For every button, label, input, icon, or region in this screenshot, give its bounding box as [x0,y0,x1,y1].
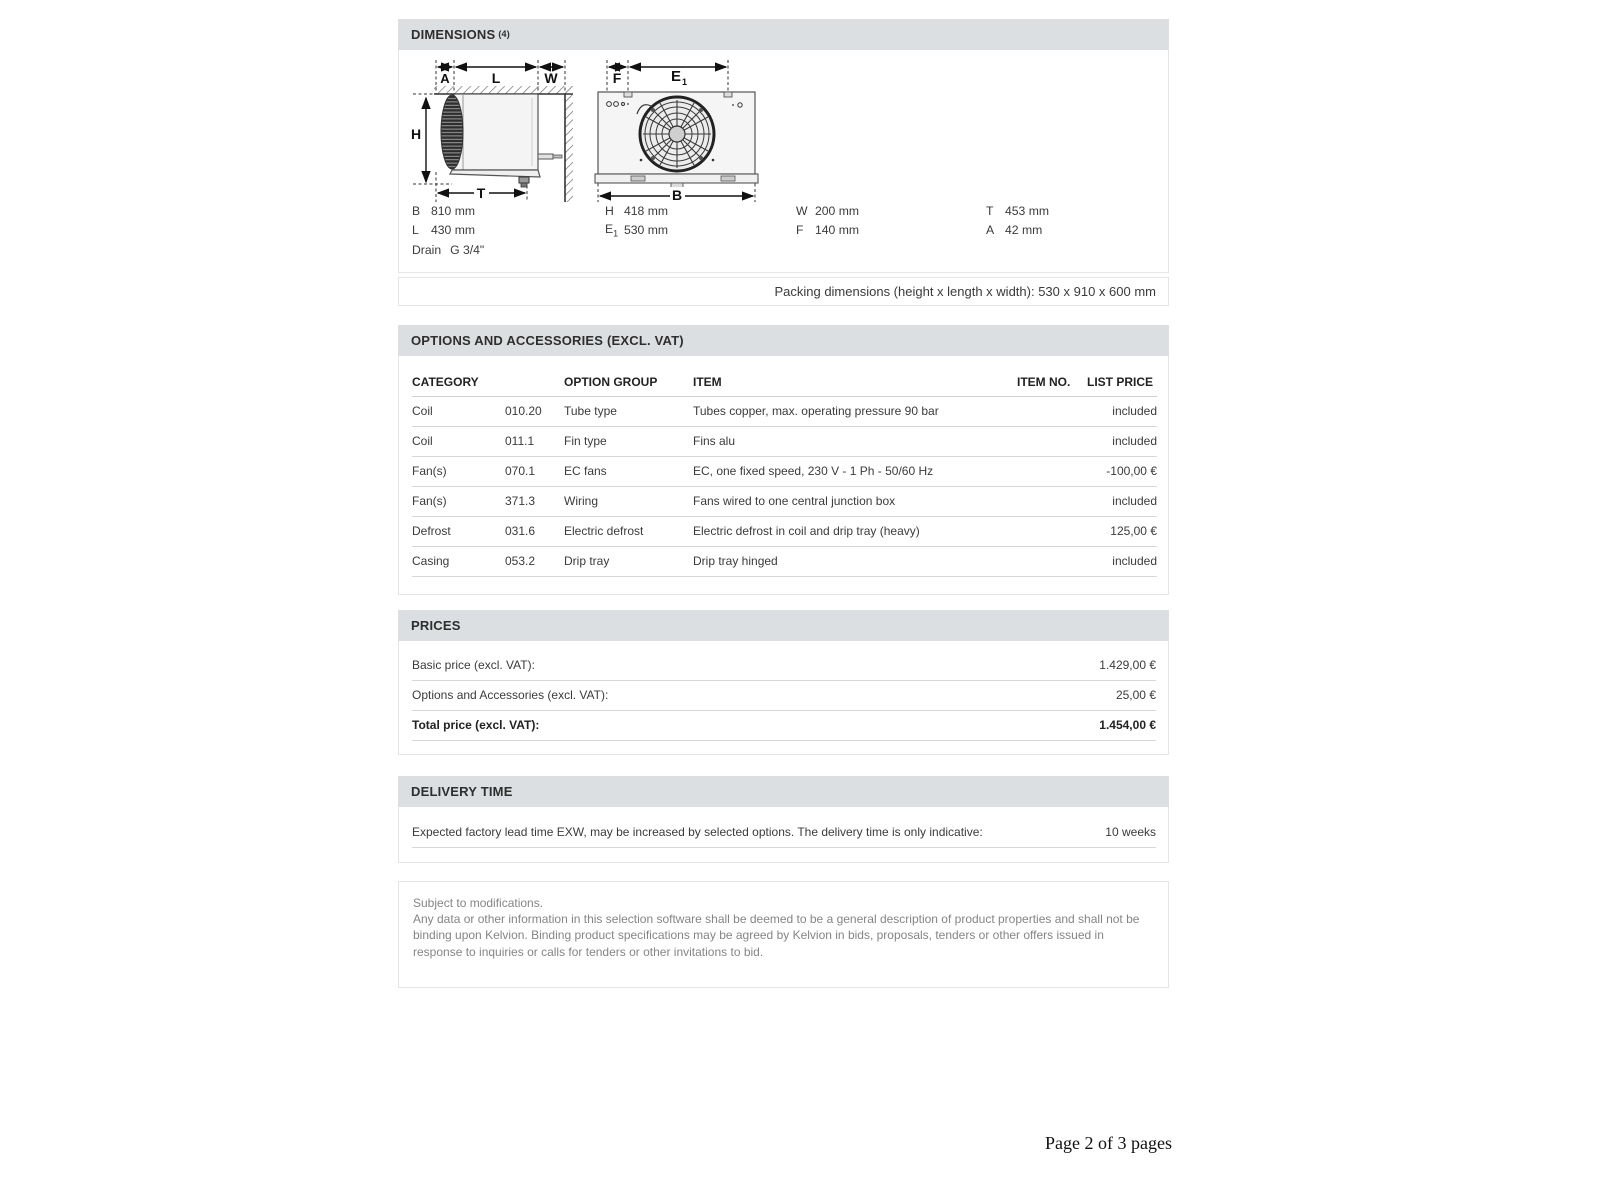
dimensions-title-footnote: (4) [498,28,510,39]
cell-item: Tubes copper, max. operating pressure 90 bar [693,396,1017,426]
col-header-list-price: LIST PRICE [1087,368,1157,396]
cell-list-price: included [1087,396,1157,426]
packing-dimensions-text: Packing dimensions (height x length x width): 530 x 910 x 600 mm [774,284,1156,299]
cell-code: 011.1 [505,426,564,456]
delivery-section-body [398,807,1169,863]
delivery-value: 10 weeks [1105,825,1156,839]
cell-category: Coil [412,426,505,456]
price-value: 1.454,00 € [1099,718,1156,732]
dim-label-e: E [671,68,682,85]
cell-category: Coil [412,396,505,426]
dimension-value-b: B 810 mm [412,203,476,218]
cell-item: Fans wired to one central junction box [693,486,1017,516]
options-table-header-row [412,368,1157,396]
dim-label-a: A [440,71,450,86]
price-value: 25,00 € [1115,688,1156,702]
options-section-body [398,356,1169,595]
cell-category: Defrost [412,516,505,546]
cell-option-group: Electric defrost [564,516,693,546]
cell-item: Electric defrost in coil and drip tray (heavy) [693,516,1017,546]
table-row [412,516,1157,546]
col-header-code [505,368,564,396]
dimensions-title: DIMENSIONS [411,27,496,42]
table-row [412,486,1157,516]
packing-dimensions-row [398,277,1169,306]
prices-section-body [398,641,1169,755]
price-label: Total price (excl. VAT): [412,718,540,732]
cell-code: 010.20 [505,396,564,426]
cell-list-price: -100,00 € [1087,456,1157,486]
cell-item-no [1017,456,1087,486]
legal-note-box [398,881,1169,988]
options-section-header [398,325,1169,356]
col-header-option-group: OPTION GROUP [564,368,693,396]
price-label: Basic price (excl. VAT): [412,658,535,672]
dim-label-t: T [476,185,486,201]
front-view-drawing [593,56,765,206]
dim-label-h: H [411,126,422,142]
legal-line-modifications: Subject to modifications. [413,895,544,910]
cell-option-group: EC fans [564,456,693,486]
dim-label-f: F [612,70,622,86]
price-label: Options and Accessories (excl. VAT): [412,688,609,702]
cell-option-group: Wiring [564,486,693,516]
cell-item-no [1017,426,1087,456]
dim-label-w: W [544,70,558,86]
legal-disclaimer-text: Any data or other information in this selection software shall be deemed to be a general description of product properties and shall not be binding upon Kelvion. Binding product specifications may be agreed by Kelvion in bids, proposals, tenders or other offers issued in response to inquiries or calls for tenders or other invitations to bid. [413,911,1140,959]
dimension-value-a: A 42 mm [986,223,1043,238]
cell-option-group: Fin type [564,426,693,456]
cell-category: Fan(s) [412,486,505,516]
content-column [398,19,1169,988]
cell-code: 053.2 [505,546,564,576]
options-table [412,368,1157,577]
table-row [412,396,1157,426]
cell-code: 371.3 [505,486,564,516]
dimension-value-drain: Drain G 3/4" [412,242,485,257]
cell-code: 031.6 [505,516,564,546]
cell-code: 070.1 [505,456,564,486]
cell-list-price: included [1087,426,1157,456]
cell-item: EC, one fixed speed, 230 V - 1 Ph - 50/60 Hz [693,456,1017,486]
delivery-title: DELIVERY TIME [411,783,513,799]
dim-label-b: B [671,187,683,203]
dimension-value-h: H 418 mm [605,203,669,218]
cell-option-group: Tube type [564,396,693,426]
prices-section-header [398,610,1169,641]
dimensions-section-body [398,50,1169,273]
dimension-value-f: F 140 mm [796,223,860,238]
cell-list-price: included [1087,546,1157,576]
dimension-value-l: L 430 mm [412,223,476,238]
cell-item-no [1017,396,1087,426]
dimensions-section-header [398,19,1169,50]
col-header-category: CATEGORY [412,368,505,396]
cell-item: Fins alu [693,426,1017,456]
cell-item: Drip tray hinged [693,546,1017,576]
dimension-values-grid [412,201,1157,260]
table-row [412,426,1157,456]
col-header-item-no: ITEM NO. [1017,368,1087,396]
dimension-value-w: W 200 mm [796,203,860,218]
cell-item-no [1017,546,1087,576]
dim-label-e-sub: 1 [682,77,688,87]
page-number-label: Page 2 of 3 pages [1045,1133,1172,1153]
side-view-drawing [407,56,589,206]
cell-category: Fan(s) [412,456,505,486]
price-row-basic [412,651,1156,681]
table-row [412,456,1157,486]
col-header-item: ITEM [693,368,1017,396]
prices-title: PRICES [411,617,461,633]
table-row [412,546,1157,576]
options-title: OPTIONS AND ACCESSORIES (EXCL. VAT) [411,333,684,348]
cell-list-price: 125,00 € [1087,516,1157,546]
delivery-section-header [398,776,1169,807]
price-row-total [412,711,1156,741]
cell-category: Casing [412,546,505,576]
cell-list-price: included [1087,486,1157,516]
delivery-row [412,818,1156,848]
delivery-label: Expected factory lead time EXW, may be increased by selected options. The delivery time is only indicative: [412,825,983,839]
cell-option-group: Drip tray [564,546,693,576]
price-value: 1.429,00 € [1099,658,1156,672]
dimension-value-t: T 453 mm [986,203,1050,218]
price-row-options [412,681,1156,711]
cell-item-no [1017,516,1087,546]
dim-label-l: L [491,70,501,86]
cell-item-no [1017,486,1087,516]
dimension-value-e1: $E_1$ 530 mm [605,222,669,239]
